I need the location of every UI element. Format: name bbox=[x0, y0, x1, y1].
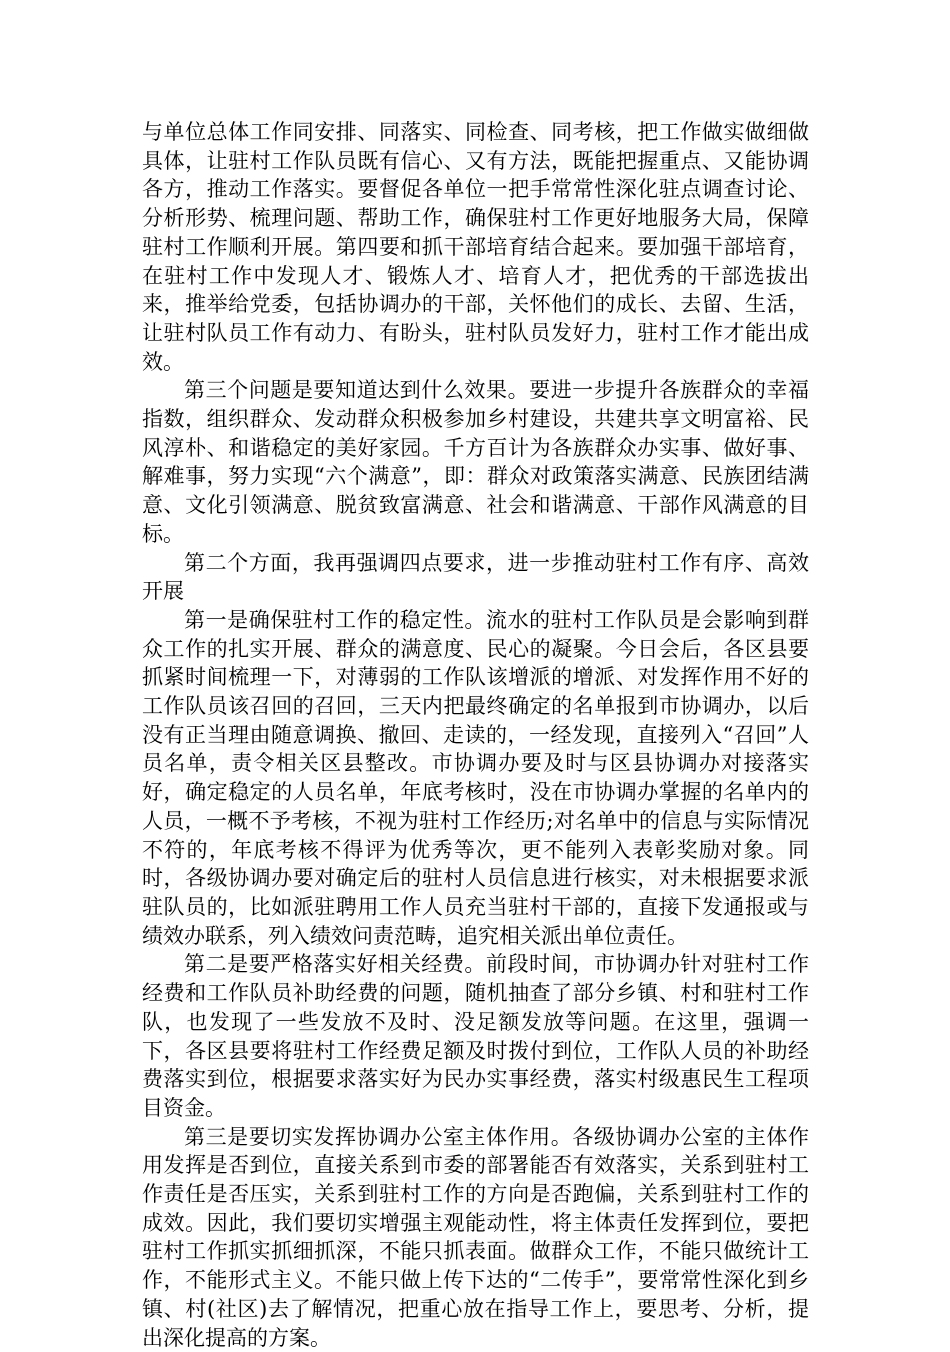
paragraph-6: 第三是要切实发挥协调办公室主体作用。各级协调办公室的主体作用发挥是否到位，直接关系到市委的部署能否有效落实，关系到驻村工作责任是否压实，关系到驻村工作的方向是否跑偏，关系到驻村工作的成效。因此，我们要切实增强主观能动性，将主体责任发挥到位，要把驻村工作抓实抓细抓深，不能只抓表面。做群众工作，不能只做统计工作，不能形式主义。不能只做上传下达的“二传手”，要常常性深化到乡镇、村(社区)去了解情况，把重心放在指导工作上，要思考、分析，提出深化提高的方案。 bbox=[142, 1124, 809, 1350]
paragraph-5: 第二是要严格落实好相关经费。前段时间，市协调办针对驻村工作经费和工作队员补助经费的问题，随机抽查了部分乡镇、村和驻村工作队，也发现了一些发放不及时、没足额发放等问题。在这里，强调一下，各区县要将驻村工作经费足额及时拨付到位，工作队人员的补助经费落实到位，根据要求落实好为民办实事经费，落实村级惠民生工程项目资金。 bbox=[142, 952, 809, 1120]
paragraph-1: 与单位总体工作同安排、同落实、同检查、同考核，把工作做实做细做具体，让驻村工作队员既有信心、又有方法，既能把握重点、又能协调各方，推动工作落实。要督促各单位一把手常常性深化驻点调查讨论、分析形势、梳理问题、帮助工作，确保驻村工作更好地服务大局，保障驻村工作顺利开展。第四要和抓干部培育结合起来。要加强干部培育，在驻村工作中发现人才、锻炼人才、培育人才，把优秀的干部选拔出来，推举给党委，包括协调办的干部，关怀他们的成长、去留、生活，让驻村队员工作有动力、有盼头，驻村队员发好力，驻村工作才能出成效。 bbox=[142, 120, 809, 374]
document-body bbox=[142, 118, 809, 1352]
paragraph-2: 第三个问题是要知道达到什么效果。要进一步提升各族群众的幸福指数，组织群众、发动群众积极参加乡村建设，共建共享文明富裕、民风淳朴、和谐稳定的美好家园。千方百计为各族群众办实事、做好事、解难事，努力实现“六个满意”，即：群众对政策落实满意、民族团结满意、文化引领满意、脱贫致富满意、社会和谐满意、干部作风满意的目标。 bbox=[142, 378, 809, 546]
paragraph-4: 第一是确保驻村工作的稳定性。流水的驻村工作队员是会影响到群众工作的扎实开展、群众的满意度、民心的凝聚。今日会后，各区县要抓紧时间梳理一下，对薄弱的工作队该增派的增派、对发挥作用不好的工作队员该召回的召回，三天内把最终确定的名单报到市协调办，以后没有正当理由随意调换、撤回、走读的，一经发现，直接列入“召回”人员名单，责令相关区县整改。市协调办要及时与区县协调办对接落实好，确定稳定的人员名单，年底考核时，没在市协调办掌握的名单内的人员，一概不予考核，不视为驻村工作经历;对名单中的信息与实际情况不符的，年底考核不得评为优秀等次，更不能列入表彰奖励对象。同时，各级协调办要对确定后的驻村人员信息进行核实，对未根据要求派驻队员的，比如派驻聘用工作人员充当驻村干部的，直接下发通报或与绩效办联系，列入绩效问责范畴，追究相关派出单位责任。 bbox=[142, 607, 809, 948]
paragraph-3: 第二个方面，我再强调四点要求，进一步推动驻村工作有序、高效开展 bbox=[142, 550, 809, 604]
